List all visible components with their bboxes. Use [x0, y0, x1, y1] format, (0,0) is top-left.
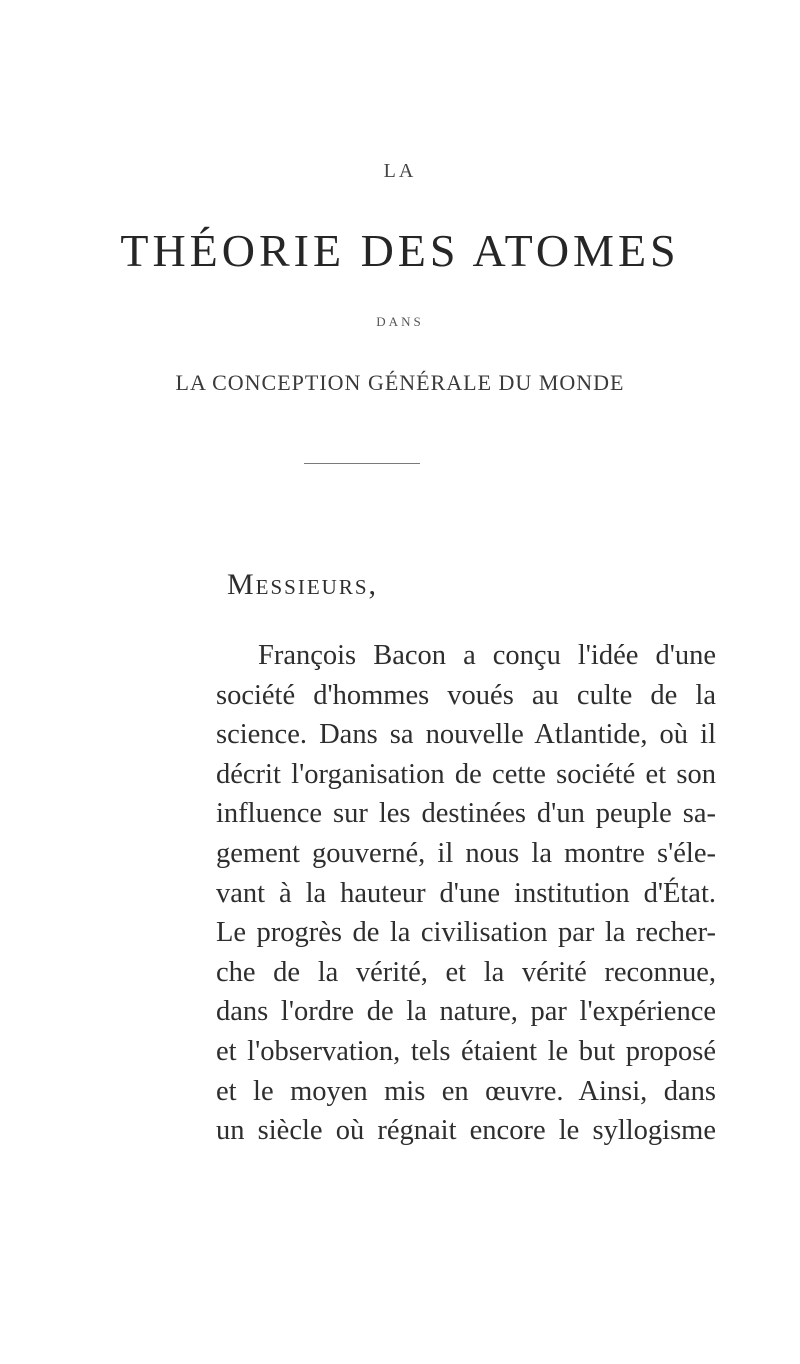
- heading-connector: DANS: [376, 314, 424, 329]
- text-line: un siècle où régnait encore le syllogisme: [216, 1115, 716, 1147]
- page-subtitle: LA CONCEPTION GÉNÉRALE DU MONDE: [175, 370, 625, 395]
- text-line: science. Dans sa nouvelle Atlantide, où il: [216, 719, 716, 751]
- text-line: et le moyen mis en œuvre. Ainsi, dans: [216, 1075, 716, 1107]
- salutation: Messieurs,: [227, 568, 379, 601]
- text-line: dans l'ordre de la nature, par l'expérience: [216, 996, 716, 1028]
- page-title: THÉORIE DES ATOMES: [120, 225, 680, 276]
- text-line: société d'hommes voués au culte de la: [216, 679, 716, 711]
- text-line: gement gouverné, il nous la montre s'éle-: [216, 837, 716, 869]
- heading-article: LA: [383, 160, 417, 182]
- text-line: François Bacon a conçu l'idée d'une: [258, 640, 716, 671]
- divider-rule: [304, 463, 420, 464]
- text-line: Le progrès de la civilisation par la recher-: [216, 917, 716, 949]
- text-line: vant à la hauteur d'une institution d'État.: [216, 877, 716, 909]
- text-line: influence sur les destinées d'un peuple sa-: [216, 798, 716, 830]
- text-line: décrit l'organisation de cette société et son: [216, 758, 716, 790]
- body-paragraph: [216, 636, 716, 1151]
- text-line: et l'observation, tels étaient le but proposé: [216, 1035, 716, 1067]
- text-line: che de la vérité, et la vérité reconnue,: [216, 956, 716, 988]
